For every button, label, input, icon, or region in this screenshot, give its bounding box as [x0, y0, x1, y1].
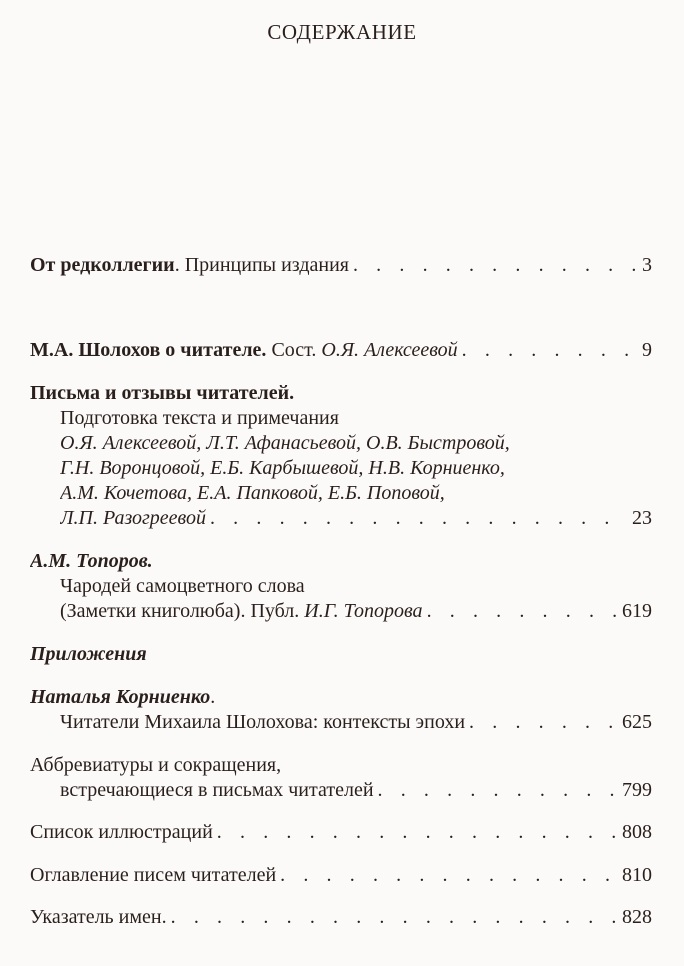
dot-leader — [465, 708, 618, 736]
toc-entry-illustrations[interactable] — [30, 818, 652, 846]
section-heading-text: Приложения — [30, 643, 147, 665]
dot-leader — [206, 504, 628, 532]
toc-entry-sholokhov[interactable] — [30, 336, 652, 364]
editors-names: А.М. Кочетова, Е.А. Папковой, Е.Б. Поповой, — [60, 482, 445, 504]
entry-publisher: И.Г. Топорова — [304, 600, 423, 622]
entry-text: Оглавление писем читателей — [30, 864, 277, 886]
entry-subline-last — [60, 708, 652, 736]
page-number: 828 — [622, 906, 652, 928]
editors-names: Л.П. Разогреевой — [60, 507, 206, 529]
dot-leader — [458, 336, 638, 364]
entry-author: А.М. Топоров. — [30, 550, 153, 572]
entry-editors-line — [60, 479, 652, 507]
entry-subline-last — [60, 597, 652, 625]
entry-text: Указатель имен. — [30, 906, 167, 928]
page-number: 9 — [642, 339, 652, 361]
page-number: 808 — [622, 821, 652, 843]
page-number: 23 — [632, 507, 652, 529]
dot-leader — [276, 861, 618, 889]
entry-heading: Письма и отзывы читателей. — [30, 382, 295, 404]
entry-author-suffix: . — [210, 686, 216, 708]
toc-entry-abbreviations[interactable] — [30, 751, 652, 779]
entry-text: . Принципы издания — [174, 254, 349, 276]
entry-text: Аббревиатуры и сокращения, — [30, 754, 282, 776]
page-title: СОДЕРЖАНИЕ — [267, 20, 417, 44]
entry-subline: Подготовка текста и примечания — [60, 407, 339, 429]
toc-entry-toporov[interactable] — [30, 547, 652, 575]
entry-bold-title: М.А. Шолохов о читателе. — [30, 339, 267, 361]
toc-entry-letters[interactable] — [30, 379, 652, 407]
dot-leader — [349, 251, 638, 279]
entry-subline-last — [60, 776, 652, 804]
dot-leader — [167, 903, 618, 931]
entry-bold-title: От редколлегии — [30, 254, 175, 276]
page-number: 810 — [622, 864, 652, 886]
entry-subline: Чародей самоцветного слова — [60, 575, 305, 597]
page-number: 3 — [642, 254, 652, 276]
entry-compiler: О.Я. Алексеевой — [321, 339, 458, 361]
entry-author: Наталья Корниенко — [30, 686, 211, 708]
dot-leader — [213, 818, 618, 846]
toc-entry-editorial[interactable] — [30, 251, 652, 279]
entry-editors-last-line — [60, 504, 652, 532]
section-heading-appendix — [30, 640, 652, 668]
toc-entry-names-index[interactable] — [30, 903, 652, 931]
toc-entry-kornienko[interactable] — [30, 683, 652, 711]
entry-text: (Заметки книголюба). Публ. — [60, 600, 305, 622]
page-number: 799 — [622, 779, 652, 801]
editors-names: О.Я. Алексеевой, Л.Т. Афанасьевой, О.В. Быстровой, — [60, 432, 510, 454]
entry-text: встречающиеся в письмах читателей — [60, 779, 374, 801]
entry-text: Читатели Михаила Шолохова: контексты эпохи — [60, 711, 466, 733]
dot-leader — [423, 597, 618, 625]
toc-entry-letters-index[interactable] — [30, 861, 652, 889]
page-number: 625 — [622, 711, 652, 733]
entry-editors-line — [60, 454, 652, 482]
dot-leader — [374, 776, 618, 804]
page-number: 619 — [622, 600, 652, 622]
entry-editors-line — [60, 429, 652, 457]
entry-text: Список иллюстраций — [30, 821, 213, 843]
editors-names: Г.Н. Воронцовой, Е.Б. Карбышевой, Н.В. Корниенко, — [60, 457, 505, 479]
entry-text: Сост. — [266, 339, 322, 361]
